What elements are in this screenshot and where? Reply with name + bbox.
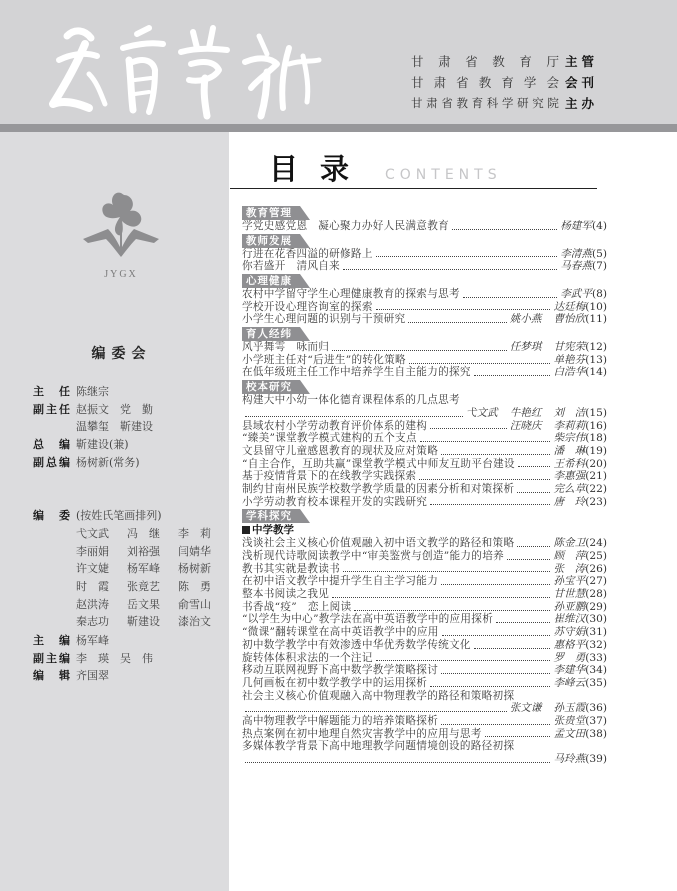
entry-author: 单艳芬 <box>553 353 586 366</box>
entry-author: 牛艳红 <box>509 406 542 419</box>
leader-dots <box>430 686 550 687</box>
entry-page: (20) <box>585 457 607 470</box>
entry-author: 苏守娟 <box>553 626 586 639</box>
members-row: 秦志功 靳建设 漆治文 <box>76 615 211 629</box>
leader-dots <box>441 584 550 585</box>
toc-entry[interactable] <box>242 458 607 471</box>
entry-author: 马春燕 <box>560 260 592 273</box>
entry-title[interactable]: 基于疫情背景下的在线教学实践探索 <box>242 470 417 483</box>
publisher-row <box>411 92 598 113</box>
entry-title[interactable]: 浅谈社会主义核心价值观融入初中语文教学的路径和策略 <box>242 537 515 550</box>
toc-title-en: CONTENTS <box>385 167 502 183</box>
entry-author: 李武平 <box>560 288 592 301</box>
members-row: 弋文武 冯 继 李 莉 <box>76 527 211 540</box>
entry-page: (33) <box>585 651 607 664</box>
entry-page: (14) <box>585 366 607 379</box>
toc-subsection <box>242 523 607 537</box>
board-row <box>33 507 162 525</box>
entry-title[interactable]: 制约甘南州民族学校数学教学质量的因素分析和对策探析 <box>242 482 515 495</box>
leader-dots <box>474 375 551 376</box>
toc-entry[interactable] <box>242 260 607 273</box>
toc-entry[interactable] <box>242 575 607 588</box>
leader-dots <box>474 648 551 649</box>
entry-title[interactable]: 教书其实就是教读书 <box>242 562 341 575</box>
board-row <box>33 454 153 472</box>
leader-dots <box>517 546 550 547</box>
toc-entry-continued[interactable] <box>242 407 607 420</box>
toc-entry-continued[interactable] <box>242 702 607 715</box>
leader-dots <box>518 466 551 467</box>
toc-entry[interactable] <box>242 220 607 233</box>
members-row: 赵洪涛 岳文果 俞雪山 <box>76 597 211 611</box>
toc-entry[interactable] <box>242 690 607 703</box>
toc-section-header <box>242 234 300 248</box>
entry-author: 孙玉霞 <box>553 702 586 715</box>
members-header <box>33 507 162 525</box>
entry-author: 王希科 <box>553 457 586 470</box>
entry-page: (36) <box>585 702 607 715</box>
board-label: 总 编 <box>33 438 70 452</box>
publisher-org: 甘 肃 省 教 育 学 会 <box>411 74 559 90</box>
board-list <box>33 383 153 471</box>
entry-page: (21) <box>585 470 607 483</box>
entry-page: (11) <box>585 313 607 326</box>
entry-author: 孟文田 <box>553 727 586 740</box>
entry-title[interactable]: 初中数学教学中有效渗透中华优秀数学传统文化 <box>242 638 471 651</box>
entry-author: 达廷梅 <box>553 300 586 313</box>
entry-page: (39) <box>585 753 607 766</box>
entry-page: (7) <box>591 260 607 273</box>
board-value: 杨树新(常务) <box>76 455 140 469</box>
toc-entry[interactable] <box>242 301 607 314</box>
entry-title[interactable]: “臻美”课堂教学模式建构的五个支点 <box>242 432 417 445</box>
toc-entry[interactable] <box>242 341 607 354</box>
toc-section-header <box>242 380 300 394</box>
entry-title[interactable]: 你若盛开 清风自来 <box>242 260 341 273</box>
publisher-block <box>411 50 598 113</box>
toc-section-header <box>242 327 300 341</box>
board-label: 主 任 <box>33 385 70 398</box>
entry-title[interactable]: 县域农村小学劳动教育评价体系的建构 <box>242 419 428 432</box>
board-value: 靳建设(兼) <box>76 438 129 452</box>
leader-dots <box>452 229 557 230</box>
leader-dots <box>409 363 551 364</box>
emblem-text: JYGX <box>104 269 138 280</box>
leader-dots <box>430 504 550 505</box>
board-label: 副 主 编 <box>33 651 70 665</box>
toc-entry[interactable] <box>242 394 607 407</box>
publisher-row <box>411 50 598 71</box>
entry-title[interactable]: 构建大中小幼一体化德育课程体系的几点思考 <box>242 394 460 407</box>
entry-title[interactable]: 在低年级班主任工作中培养学生自主能力的探究 <box>242 366 471 379</box>
board-row <box>33 650 153 668</box>
toc-section-header <box>242 509 300 523</box>
entry-author: 白浩华 <box>553 366 586 379</box>
entry-page: (24) <box>585 537 607 550</box>
board-value: 温攀玺 靳建设 <box>76 420 153 434</box>
members-row: 许文婕 杨军峰 杨树新 <box>76 562 211 576</box>
entry-page: (25) <box>585 550 607 563</box>
toc-entry[interactable] <box>242 588 607 601</box>
leader-dots <box>442 635 551 636</box>
editorial-sidebar <box>0 132 229 891</box>
toc-divider <box>230 188 597 189</box>
members-row: 李丽娟 刘裕强 闫婧华 <box>76 544 211 558</box>
entry-page: (29) <box>585 600 607 613</box>
publisher-org: 甘 肃 省 教 育 厅 <box>411 53 559 69</box>
entry-author: 惠格平 <box>553 638 586 651</box>
entry-page: (31) <box>585 626 607 639</box>
masthead-calligraphy-logo <box>45 8 325 120</box>
board-row <box>33 418 153 436</box>
entry-page: (27) <box>585 575 607 588</box>
members-grid <box>76 525 229 631</box>
entry-author: 张 涛 <box>553 562 586 575</box>
leader-dots <box>463 297 557 298</box>
board-label: 编 委 <box>33 509 70 522</box>
leader-dots <box>430 428 506 429</box>
board-title: 编委会 <box>91 346 152 362</box>
section-tag: 育人经纬 <box>242 327 300 341</box>
publisher-role: 主管 <box>565 53 599 69</box>
section-tag: 学科探究 <box>242 509 300 523</box>
entry-title[interactable]: 农村中学留守学生心理健康教育的探索与思考 <box>242 288 460 301</box>
entry-page: (18) <box>585 432 607 445</box>
toc-section-header <box>242 206 300 220</box>
entry-page: (8) <box>591 288 607 301</box>
header-divider-bar <box>0 124 677 132</box>
entry-page: (37) <box>585 714 607 727</box>
entry-author: 柴宗伟 <box>553 432 586 445</box>
toc-entry[interactable] <box>242 248 607 261</box>
toc-entry[interactable] <box>242 728 607 741</box>
entry-author: 杨建军 <box>560 219 592 232</box>
board-value: 李 瑛 吴 伟 <box>76 651 153 665</box>
entry-title[interactable]: 移动互联网视野下高中数学教学策略探讨 <box>242 664 439 677</box>
leader-dots <box>441 454 550 455</box>
board-label <box>33 418 76 436</box>
board-row <box>33 383 153 401</box>
board-label: 主 编 <box>33 634 70 647</box>
entry-title[interactable]: 书香战“疫” 恋上阅读 <box>242 600 352 613</box>
leader-dots <box>343 269 557 270</box>
entry-page: (12) <box>585 341 607 354</box>
entry-page: (19) <box>585 444 607 457</box>
board-row <box>33 632 153 650</box>
board-row <box>33 667 153 685</box>
entry-title[interactable]: 社会主义核心价值观融入高中物理教学的路径和策略初探 <box>242 689 515 702</box>
leader-dots <box>332 597 550 598</box>
toc-section-header <box>242 274 300 288</box>
board-label: 副 总 编 <box>33 455 70 469</box>
members-note: (按姓氏笔画排列) <box>76 509 162 522</box>
entry-title[interactable]: 小学劳动教育校本课程开发的实践研究 <box>242 495 428 508</box>
leader-dots <box>441 673 550 674</box>
entry-title[interactable]: 旋转体体积求法的一个注记 <box>242 651 373 664</box>
toc-entry[interactable] <box>242 626 607 639</box>
toc-entry[interactable] <box>242 354 607 367</box>
board-value: 陈继宗 <box>76 385 109 398</box>
entry-title[interactable]: 整本书阅读之我见 <box>242 588 330 601</box>
entry-page: (35) <box>585 676 607 689</box>
toc-entry[interactable] <box>242 639 607 652</box>
entry-author: 马玲燕 <box>553 753 586 766</box>
toc-entry[interactable] <box>242 420 607 433</box>
entry-author: 姚小燕 <box>509 313 542 326</box>
leader-dots <box>419 479 550 480</box>
toc-entry[interactable] <box>242 432 607 445</box>
toc-entry[interactable] <box>242 288 607 301</box>
toc-entry[interactable] <box>242 740 607 753</box>
entry-title[interactable]: 风乎舞雩 咏而归 <box>242 341 330 354</box>
entry-author: 汪晓庆 <box>509 419 542 432</box>
entry-author: 弋文武 <box>465 406 498 419</box>
board-value: 齐国翠 <box>76 669 109 683</box>
entry-page: (13) <box>585 353 607 366</box>
entry-page: (5) <box>591 247 607 260</box>
board-label: 副 主 任 <box>33 402 70 416</box>
entry-page: (26) <box>585 562 607 575</box>
square-bullet-icon <box>242 526 250 534</box>
leader-dots <box>517 492 550 493</box>
toc-entry[interactable] <box>242 677 607 690</box>
entry-title[interactable]: 学党史感党恩 凝心聚力办好人民满意教育 <box>242 219 449 232</box>
entry-title[interactable]: 文县留守儿童感恩教育的现状及应对策略 <box>242 444 439 457</box>
leader-dots <box>332 350 507 351</box>
section-tag: 教育管理 <box>242 206 300 220</box>
entry-title[interactable]: 多媒体教学背景下高中地理教学问题情境创设的路径初探 <box>242 740 515 753</box>
toc-entry[interactable] <box>242 563 607 576</box>
board-row <box>33 436 153 454</box>
leader-dots <box>245 762 550 763</box>
subsection-label: 中学教学 <box>252 524 294 537</box>
entry-author: 张文谦 <box>509 702 542 715</box>
entry-author: 李莉莉 <box>553 419 586 432</box>
leader-dots <box>354 610 550 611</box>
entry-title[interactable]: 热点案例在初中地理自然灾害教学中的应用与思考 <box>242 727 482 740</box>
toc-entry[interactable] <box>242 614 607 627</box>
leader-dots <box>420 441 551 442</box>
toc-entry[interactable] <box>242 550 607 563</box>
masthead-band <box>0 0 677 124</box>
entry-page: (22) <box>585 482 607 495</box>
entry-author: 李建华 <box>553 664 586 677</box>
publisher-role: 主办 <box>565 95 599 111</box>
toc-entry[interactable] <box>242 445 607 458</box>
entry-author: 孙亚鹏 <box>553 600 586 613</box>
entry-author: 完么草 <box>553 482 586 495</box>
toc-entry[interactable] <box>242 496 607 509</box>
publisher-row <box>411 71 598 92</box>
board-row <box>33 401 153 419</box>
entry-author: 甘宪荣 <box>553 341 586 354</box>
editors-list <box>33 632 153 685</box>
toc-entry[interactable] <box>242 537 607 550</box>
entry-title[interactable]: 几何画板在初中数学教学中的运用探析 <box>242 676 428 689</box>
entry-title[interactable]: 在初中语文教学中提升学生自主学习能力 <box>242 575 439 588</box>
entry-author: 罗 勇 <box>553 651 586 664</box>
leader-dots <box>245 416 463 417</box>
leader-dots <box>485 736 551 737</box>
leader-dots <box>496 622 550 623</box>
entry-title[interactable]: “自主合作，互助共赢”课堂教学模式中师友互助平台建设 <box>242 457 515 470</box>
toc-list <box>242 205 607 766</box>
leader-dots <box>376 256 557 257</box>
toc-entry[interactable] <box>242 664 607 677</box>
entry-author: 潘 琳 <box>553 444 586 457</box>
board-label: 编 辑 <box>33 669 70 683</box>
entry-author: 任梦琪 <box>509 341 542 354</box>
entry-page: (23) <box>585 495 607 508</box>
toc-entry[interactable] <box>242 483 607 496</box>
entry-author: 甘世慧 <box>553 588 586 601</box>
entry-author: 张贵堂 <box>553 714 586 727</box>
entry-page: (30) <box>585 613 607 626</box>
leader-dots <box>376 660 551 661</box>
board-value: 杨军峰 <box>76 634 109 647</box>
entry-title[interactable]: 高中物理教学中解题能力的培养策略探析 <box>242 714 439 727</box>
entry-author: 李峰云 <box>553 676 586 689</box>
entry-author: 顾 萍 <box>553 550 586 563</box>
entry-author: 曹怡欣 <box>553 313 586 326</box>
leader-dots <box>441 724 550 725</box>
entry-author: 陈金卫 <box>553 537 586 550</box>
entry-author: 刘 洁 <box>553 406 586 419</box>
section-tag: 教师发展 <box>242 234 300 248</box>
leader-dots <box>507 559 550 560</box>
leader-dots <box>245 711 507 712</box>
entry-author: 孙宝平 <box>553 575 586 588</box>
publisher-org: 甘 肃 省 教 育 科 学 研 究 院 <box>411 95 559 110</box>
entry-title[interactable]: 浅析现代诗歌阅读教学中“审美鉴赏与创造”能力的培养 <box>242 550 504 563</box>
entry-author: 唐 玲 <box>553 495 586 508</box>
entry-author: 李清燕 <box>560 247 592 260</box>
board-value: 赵振文 党 勤 <box>76 402 153 416</box>
clover-book-icon <box>80 189 162 269</box>
toc-entry[interactable] <box>242 601 607 614</box>
toc-title: 目录 <box>269 152 372 186</box>
toc-entry[interactable] <box>242 715 607 728</box>
leader-dots <box>408 322 506 323</box>
entry-page: (32) <box>585 638 607 651</box>
entry-title[interactable]: “以学生为中心”教学法在高中英语教学中的应用探析 <box>242 613 494 626</box>
entry-page: (38) <box>585 727 607 740</box>
section-tag: 心理健康 <box>242 274 300 288</box>
publisher-role: 会刊 <box>565 74 599 90</box>
entry-title[interactable]: 行进在花香四溢的研修路上 <box>242 247 373 260</box>
toc-entry[interactable] <box>242 652 607 665</box>
toc-heading <box>269 147 502 188</box>
entry-title[interactable]: 学校开设心理咨询室的探索 <box>242 300 373 313</box>
toc-entry-continued[interactable] <box>242 753 607 766</box>
leader-dots <box>343 571 550 572</box>
entry-title[interactable]: 小学班主任对“后进生”的转化策略 <box>242 353 406 366</box>
leader-dots <box>376 309 551 310</box>
entry-page: (28) <box>585 588 607 601</box>
toc-entry[interactable] <box>242 470 607 483</box>
entry-page: (4) <box>591 219 607 232</box>
toc-entry[interactable] <box>242 367 607 380</box>
toc-entry[interactable] <box>242 313 607 326</box>
entry-page: (34) <box>585 664 607 677</box>
entry-author: 李惠强 <box>553 470 586 483</box>
entry-page: (15) <box>585 406 607 419</box>
section-tag: 校本研究 <box>242 380 300 394</box>
entry-title[interactable]: “微课”翻转课堂在高中英语教学中的应用 <box>242 626 439 639</box>
entry-author: 崔维汉 <box>553 613 586 626</box>
entry-page: (16) <box>585 419 607 432</box>
members-row: 时 霞 张竟艺 陈 勇 <box>76 580 211 594</box>
entry-title[interactable]: 小学生心理问题的识别与干预研究 <box>242 313 406 326</box>
entry-page: (10) <box>585 300 607 313</box>
